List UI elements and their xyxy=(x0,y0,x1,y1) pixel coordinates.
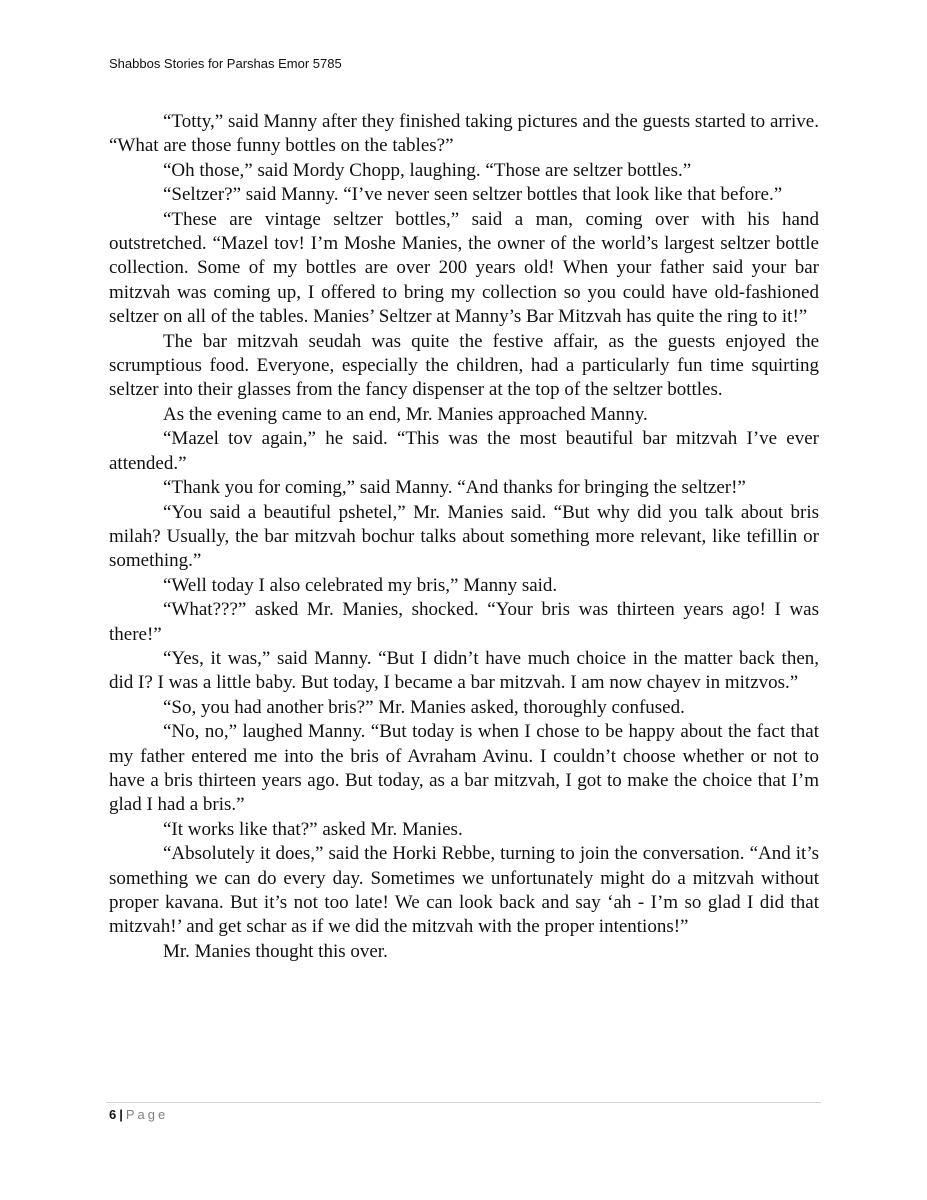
paragraph: “Absolutely it does,” said the Horki Rebbe, turning to join the conversation. “And it’s something we can do every day. Sometimes we unfortunately might do a mitzvah without proper kavana. But it’s not too late! We can look back and say ‘ah - I’m so glad I did that mitzvah!’ and get schar as if we did the mitzvah with the proper intentions!” xyxy=(109,843,819,938)
page-footer xyxy=(109,1107,168,1122)
paragraph: “Oh those,” said Mordy Chopp, laughing. “Those are seltzer bottles.” xyxy=(163,159,692,181)
paragraph: “Totty,” said Manny after they finished taking pictures and the guests started to arrive. “What are those funny bottles on the tables?” xyxy=(109,111,819,157)
page-number: 6 xyxy=(109,1107,117,1122)
page-label: Page xyxy=(125,1107,169,1122)
paragraph: “What???” asked Mr. Manies, shocked. “Your bris was thirteen years ago! I was there!” xyxy=(109,599,819,645)
page-header xyxy=(109,56,342,71)
footer-divider xyxy=(106,1102,821,1103)
footer-separator: | xyxy=(119,1107,123,1122)
paragraph: “So, you had another bris?” Mr. Manies asked, thoroughly confused. xyxy=(163,696,685,718)
paragraph: “Yes, it was,” said Manny. “But I didn’t have much choice in the matter back then, did I? I was a little baby. But today, I became a bar mitzvah. I am now chayev in mitzvos.” xyxy=(109,647,819,694)
paragraph: “No, no,” laughed Manny. “But today is when I chose to be happy about the fact that my father entered me into the bris of Avraham Avinu. I couldn’t choose whether or not to have a bris thirteen years ago. But today, as a bar mitzvah, I got to make the choice that I’m glad I had a bris.” xyxy=(109,721,819,816)
paragraph: The bar mitzvah seudah was quite the festive affair, as the guests enjoyed the scrumptious food. Everyone, especially the children, had a particularly fun time squirting seltzer into their glasses from the fancy dispenser at the top of the seltzer bottles. xyxy=(109,330,819,401)
header-title: Shabbos Stories for Parshas Emor 5785 xyxy=(109,56,342,71)
story-body xyxy=(109,110,819,964)
paragraph: As the evening came to an end, Mr. Manies approached Manny. xyxy=(163,403,648,425)
paragraph: “Seltzer?” said Manny. “I’ve never seen seltzer bottles that look like that before.” xyxy=(163,184,783,206)
paragraph: “These are vintage seltzer bottles,” said a man, coming over with his hand outstretched. “Mazel tov! I’m Moshe Manies, the owner of the world’s largest seltzer bottle collection. Some of my bottles are over 200 years old! When your father said your bar mitzvah was coming up, I offered to bring my collection so you could have old-fashioned seltzer on all of the tables. Manies’ Seltzer at Manny’s Bar Mitzvah has quite the ring to it!” xyxy=(109,208,819,328)
paragraph: “You said a beautiful pshetel,” Mr. Manies said. “But why did you talk about bris milah? Usually, the bar mitzvah bochur talks about something more relevant, like tefillin or something.” xyxy=(109,501,819,572)
paragraph: “Mazel tov again,” he said. “This was the most beautiful bar mitzvah I’ve ever attended.” xyxy=(109,428,819,474)
paragraph: Mr. Manies thought this over. xyxy=(163,940,388,962)
paragraph: “It works like that?” asked Mr. Manies. xyxy=(163,818,463,840)
paragraph: “Well today I also celebrated my bris,” Manny said. xyxy=(163,574,558,596)
paragraph: “Thank you for coming,” said Manny. “And thanks for bringing the seltzer!” xyxy=(163,477,746,499)
